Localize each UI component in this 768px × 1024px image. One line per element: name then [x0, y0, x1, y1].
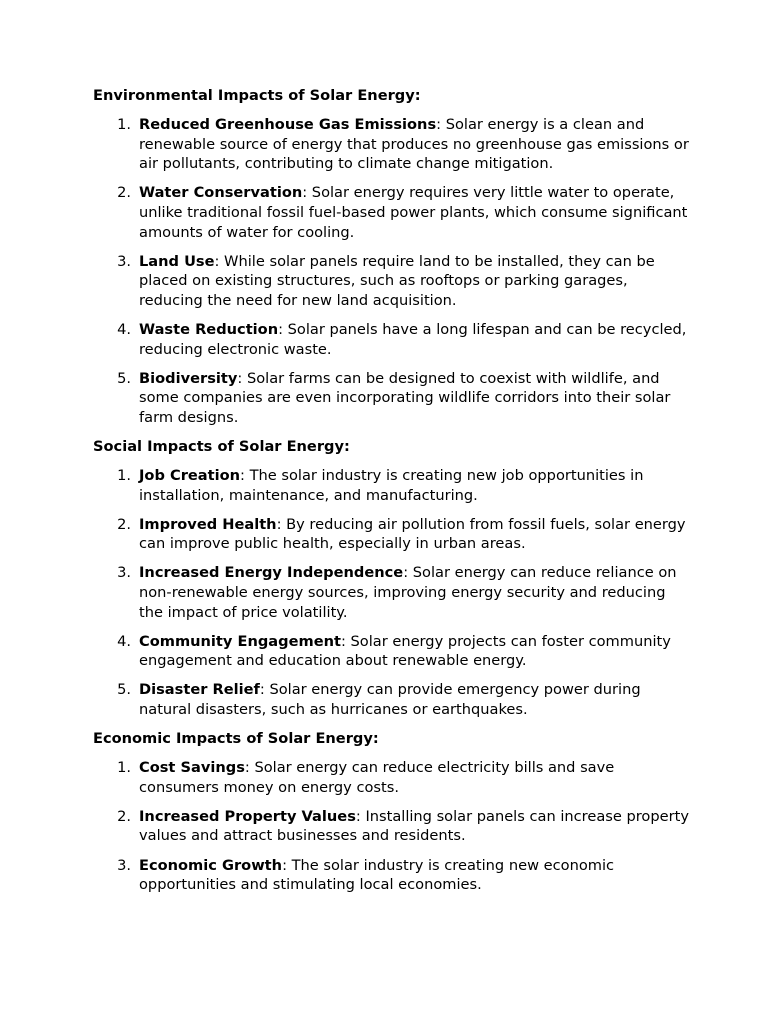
- list-social: [93, 466, 693, 720]
- item-term: Water Conservation: [139, 184, 303, 202]
- item-term: Waste Reduction: [139, 320, 279, 338]
- item-text: : Solar energy requires very little water to operate, unlike traditional fossil fuel-based power plants, which consume significant amounts of water for cooling.: [139, 184, 688, 241]
- item-text: : Solar energy is a clean and renewable source of energy that produces no greenhouse gas emissions or air pollutants, contributing to climate change mitigation.: [139, 116, 689, 173]
- item-term: Disaster Relief: [139, 681, 260, 699]
- item-text: : Solar farms can be designed to coexist with wildlife, and some companies are even incorporating wildlife corridors into their solar farm designs.: [139, 369, 671, 426]
- list-economic: [93, 758, 693, 895]
- item-text: : Solar energy can reduce electricity bills and save consumers money on energy costs.: [139, 759, 615, 796]
- list-item: [93, 183, 693, 242]
- item-number: 2.: [117, 515, 131, 533]
- item-number: 3.: [117, 856, 131, 874]
- item-text: : Solar energy projects can foster community engagement and education about renewable energy.: [139, 632, 671, 670]
- list-item: [93, 807, 693, 846]
- list-item: [93, 563, 693, 622]
- item-term: Community Engagement: [139, 632, 341, 650]
- item-text: : Solar energy can reduce reliance on non-renewable energy sources, improving energy security and reducing the impact of price volatility.: [139, 564, 677, 621]
- item-number: 5.: [117, 681, 131, 699]
- list-environmental: [93, 115, 693, 427]
- item-number: 1.: [117, 116, 131, 134]
- item-number: 4.: [117, 632, 131, 650]
- item-number: 2.: [117, 807, 131, 825]
- list-item: [93, 758, 693, 797]
- item-number: 4.: [117, 320, 131, 338]
- item-term: Job Creation: [139, 467, 241, 484]
- item-term: Increased Energy Independence: [139, 564, 404, 582]
- item-text: : The solar industry is creating new job opportunities in installation, maintenance, and manufacturing.: [139, 467, 644, 504]
- list-item: [93, 252, 693, 311]
- item-text: : While solar panels require land to be installed, they can be placed on existing structures, such as rooftops or parking garages, reducing the need for new land acquisition.: [139, 252, 655, 309]
- item-text: : Solar panels have a long lifespan and can be recycled, reducing electronic waste.: [139, 320, 687, 358]
- item-number: 3.: [117, 564, 131, 582]
- item-term: Improved Health: [139, 515, 277, 533]
- list-item: [93, 856, 693, 895]
- item-text: : Installing solar panels can increase property values and attract businesses and residents.: [139, 807, 689, 845]
- item-number: 5.: [117, 369, 131, 387]
- item-number: 3.: [117, 252, 131, 270]
- list-item: [93, 369, 693, 428]
- list-item: [93, 680, 693, 719]
- list-item: [93, 115, 693, 174]
- item-term: Land Use: [139, 252, 215, 270]
- item-number: 2.: [117, 184, 131, 202]
- item-text: : By reducing air pollution from fossil fuels, solar energy can improve public health, especially in urban areas.: [139, 515, 686, 553]
- item-term: Increased Property Values: [139, 807, 356, 825]
- list-item: [93, 632, 693, 671]
- item-text: : Solar energy can provide emergency power during natural disasters, such as hurricanes or earthquakes.: [139, 681, 641, 718]
- item-term: Economic Growth: [139, 856, 283, 874]
- list-item: [93, 515, 693, 554]
- item-term: Reduced Greenhouse Gas Emissions: [139, 116, 437, 134]
- section-heading-economic: Economic Impacts of Solar Energy:: [93, 730, 379, 748]
- item-text: : The solar industry is creating new economic opportunities and stimulating local economies.: [139, 856, 615, 894]
- item-term: Biodiversity: [139, 369, 238, 387]
- item-term: Cost Savings: [139, 759, 245, 777]
- section-heading-environmental: Environmental Impacts of Solar Energy:: [93, 87, 421, 104]
- document-page: [93, 86, 693, 904]
- item-number: 1.: [117, 467, 131, 484]
- item-number: 1.: [117, 759, 131, 777]
- list-item: [93, 466, 693, 505]
- section-heading-social: Social Impacts of Solar Energy:: [93, 437, 350, 455]
- list-item: [93, 320, 693, 359]
